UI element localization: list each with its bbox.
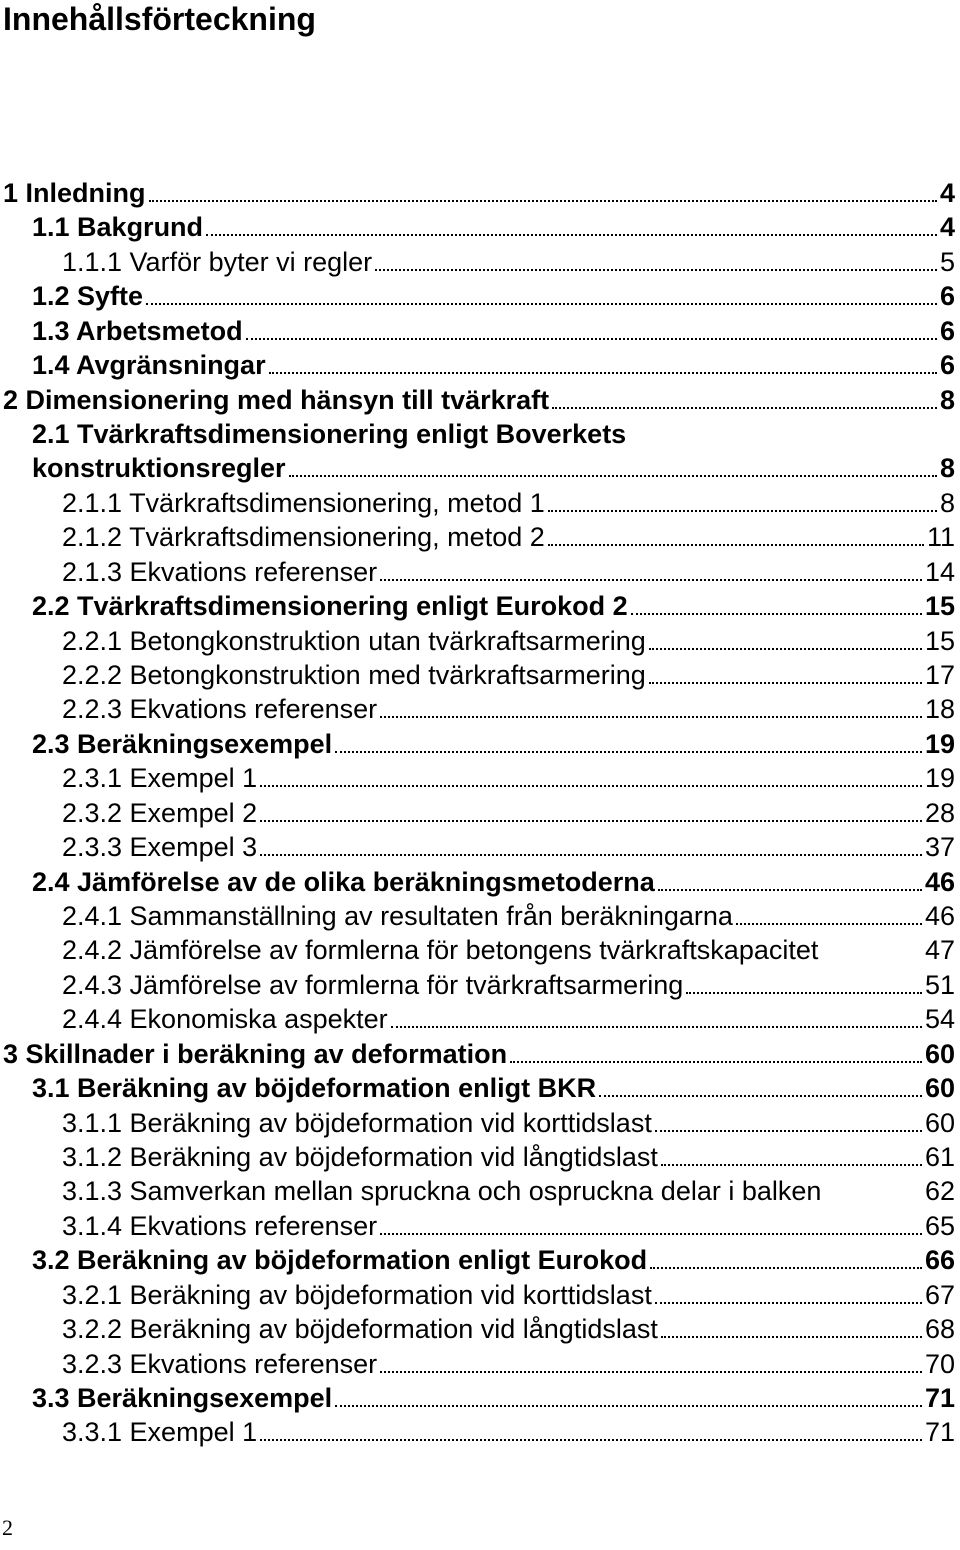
toc-entry[interactable] xyxy=(62,1106,955,1140)
toc-entry-title: 2.4.3 Jämförelse av formlerna för tvärkraftsarmering xyxy=(62,969,684,1000)
toc-entry[interactable] xyxy=(32,727,955,761)
dot-leader xyxy=(391,1026,922,1028)
toc-entry-title: 2.3 Beräkningsexempel xyxy=(32,728,333,759)
toc-entry-page: 6 xyxy=(939,350,955,381)
toc-entry-title: 3.3 Beräkningsexempel xyxy=(32,1383,333,1414)
toc-entry[interactable] xyxy=(62,658,955,692)
toc-entry-page: 68 xyxy=(924,1314,955,1345)
dot-leader xyxy=(149,200,937,202)
toc-entry-title: 2.2.3 Ekvations referenser xyxy=(62,694,378,725)
dot-leader xyxy=(649,682,922,684)
dot-leader xyxy=(661,1164,922,1166)
toc-entry[interactable] xyxy=(62,761,955,795)
toc-entry-title[interactable]: 2.1 Tvärkraftsdimensionering enligt Boverkets xyxy=(32,419,627,449)
toc-entry-title: 2 Dimensionering med hänsyn till tvärkraft xyxy=(3,384,550,415)
toc-entry-page: 37 xyxy=(924,832,955,863)
toc-entry[interactable] xyxy=(62,1209,955,1243)
toc-entry-page: 51 xyxy=(924,969,955,1000)
toc-entry[interactable] xyxy=(62,1278,955,1312)
dot-leader xyxy=(375,269,937,271)
toc-entry[interactable] xyxy=(62,1347,955,1381)
toc-entry-title: 2.3.1 Exempel 1 xyxy=(62,763,258,794)
toc-entry-page: 66 xyxy=(924,1245,955,1276)
dot-leader xyxy=(335,1405,922,1407)
dot-leader xyxy=(246,338,937,340)
toc-entry-title: 2.1.3 Ekvations referenser xyxy=(62,556,378,587)
toc-entry[interactable] xyxy=(62,486,955,520)
dot-leader xyxy=(260,1439,922,1441)
toc-entry[interactable] xyxy=(62,245,955,279)
toc-entry-page: 67 xyxy=(924,1279,955,1310)
dot-leader xyxy=(548,544,924,546)
dot-leader xyxy=(335,751,922,753)
toc-entry-title: 3.1.3 Samverkan mellan spruckna och ospruckna delar i balken xyxy=(62,1176,822,1207)
dot-leader xyxy=(686,992,922,994)
toc-entry-title: 2.3.2 Exempel 2 xyxy=(62,797,258,828)
toc-entry-page: 71 xyxy=(924,1383,955,1414)
toc-entry[interactable] xyxy=(62,555,955,589)
toc-entry-title: 2.1.2 Tvärkraftsdimensionering, metod 2 xyxy=(62,522,545,553)
toc-entry-page: 4 xyxy=(939,178,955,208)
toc-entry[interactable] xyxy=(62,1312,955,1346)
toc-entry-page: 60 xyxy=(924,1107,955,1138)
dot-leader xyxy=(599,1095,922,1097)
toc-entry-page: 17 xyxy=(924,660,955,691)
toc-entry-page: 14 xyxy=(924,556,955,587)
toc-entry-title: 3.2.2 Beräkning av böjdeformation vid långtidslast xyxy=(62,1314,658,1345)
toc-entry-title: 2.3.3 Exempel 3 xyxy=(62,832,258,863)
toc-entry[interactable] xyxy=(62,520,955,554)
toc-entry-page: 18 xyxy=(924,694,955,725)
toc-entry-page: 15 xyxy=(924,625,955,656)
dot-leader xyxy=(655,1302,922,1304)
toc-entry-page: 19 xyxy=(924,728,955,759)
toc-entry-title: 3.1.2 Beräkning av böjdeformation vid långtidslast xyxy=(62,1142,658,1173)
toc-entry[interactable] xyxy=(62,933,955,967)
dot-leader xyxy=(658,889,922,891)
dot-leader xyxy=(380,579,922,581)
toc-entry-title: 2.4.4 Ekonomiska aspekter xyxy=(62,1004,388,1035)
page-number: 2 xyxy=(2,1515,13,1540)
toc-entry-title: 2.4.1 Sammanställning av resultaten från beräkningarna xyxy=(62,901,733,932)
toc-entry-page: 46 xyxy=(924,866,955,897)
toc-entry-title: 2.4.2 Jämförelse av formlerna för betongens tvärkraftskapacitet xyxy=(62,935,819,966)
toc-entry-page: 60 xyxy=(924,1038,955,1069)
dot-leader xyxy=(736,923,922,925)
toc-entry[interactable] xyxy=(62,899,955,933)
dot-leader xyxy=(289,475,937,477)
dot-leader xyxy=(380,1371,922,1373)
toc-entry-title: 2.2 Tvärkraftsdimensionering enligt Eurokod 2 xyxy=(32,591,628,622)
toc-entry-page: 8 xyxy=(939,384,955,415)
toc-entry[interactable] xyxy=(32,1071,955,1105)
toc-entry-title-continuation: konstruktionsregler xyxy=(32,453,286,484)
toc-entry-page: 6 xyxy=(939,315,955,346)
toc-entry-title: 3.2.3 Ekvations referenser xyxy=(62,1348,378,1379)
toc-entry-page: 46 xyxy=(924,901,955,932)
toc-entry[interactable] xyxy=(32,348,955,382)
toc-entry-page: 70 xyxy=(924,1348,955,1379)
dot-leader xyxy=(631,613,922,615)
dot-leader xyxy=(649,648,922,650)
toc-entry-page: 8 xyxy=(939,453,955,484)
toc-entry-title: 3.2.1 Beräkning av böjdeformation vid korttidslast xyxy=(62,1279,652,1310)
toc-entry-title: 1.3 Arbetsmetod xyxy=(32,315,243,346)
toc-entry-title: 3.3.1 Exempel 1 xyxy=(62,1417,258,1448)
toc-entry-title: 2.1.1 Tvärkraftsdimensionering, metod 1 xyxy=(62,487,545,518)
toc-entry-title: 1.4 Avgränsningar xyxy=(32,350,266,381)
toc-entry-title: 2.2.2 Betongkonstruktion med tvärkraftsarmering xyxy=(62,660,646,691)
toc-entry-page: 4 xyxy=(939,212,955,243)
toc-entry-page: 65 xyxy=(924,1210,955,1241)
toc-entry[interactable] xyxy=(62,624,955,658)
dot-leader xyxy=(269,372,937,374)
toc-entry-title: 1.2 Syfte xyxy=(32,281,144,312)
toc-entry[interactable] xyxy=(62,1174,955,1208)
dot-leader xyxy=(380,1233,922,1235)
toc-entry[interactable] xyxy=(3,176,955,210)
dot-leader xyxy=(510,1061,922,1063)
toc-entry[interactable] xyxy=(62,796,955,830)
toc-entry[interactable] xyxy=(62,1415,955,1449)
toc-entry-title: 3 Skillnader i beräkning av deformation xyxy=(3,1038,508,1069)
toc-entry[interactable] xyxy=(3,383,955,417)
table-of-contents xyxy=(0,176,960,1506)
toc-entry[interactable] xyxy=(32,279,955,313)
dot-leader xyxy=(552,407,937,409)
toc-entry[interactable] xyxy=(62,692,955,726)
toc-entry-title: 3.1.1 Beräkning av böjdeformation vid korttidslast xyxy=(62,1107,652,1138)
toc-entry-page: 60 xyxy=(924,1073,955,1104)
toc-entry[interactable] xyxy=(32,1243,955,1277)
dot-leader xyxy=(260,854,922,856)
toc-entry-title: 3.1.4 Ekvations referenser xyxy=(62,1210,378,1241)
dot-leader xyxy=(146,303,937,305)
toc-entry-title: 1 Inledning xyxy=(3,178,146,208)
toc-entry[interactable] xyxy=(32,865,955,899)
dot-leader xyxy=(206,234,937,236)
toc-entry-page: 11 xyxy=(926,522,955,553)
toc-entry-page: 62 xyxy=(924,1176,955,1207)
toc-entry[interactable] xyxy=(62,1140,955,1174)
toc-entry[interactable] xyxy=(62,1002,955,1036)
toc-entry-page: 6 xyxy=(939,281,955,312)
dot-leader xyxy=(650,1267,922,1269)
toc-entry-page: 19 xyxy=(924,763,955,794)
toc-entry-title: 1.1.1 Varför byter vi regler xyxy=(62,246,373,277)
toc-entry[interactable] xyxy=(62,830,955,864)
dot-leader xyxy=(655,1130,922,1132)
toc-entry-title: 2.4 Jämförelse av de olika beräkningsmetoderna xyxy=(32,866,655,897)
toc-entry-page: 28 xyxy=(924,797,955,828)
toc-entry-title: 2.2.1 Betongkonstruktion utan tvärkraftsarmering xyxy=(62,625,646,656)
toc-entry-page: 15 xyxy=(924,591,955,622)
toc-entry[interactable] xyxy=(32,451,955,485)
toc-entry-page: 71 xyxy=(924,1417,955,1448)
toc-entry-title: 1.1 Bakgrund xyxy=(32,212,204,243)
toc-entry-title: 3.1 Beräkning av böjdeformation enligt BKR xyxy=(32,1073,597,1104)
dot-leader xyxy=(548,510,937,512)
toc-entry[interactable] xyxy=(32,210,955,244)
toc-entry[interactable] xyxy=(32,589,955,623)
toc-entry-title: 3.2 Beräkning av böjdeformation enligt Eurokod xyxy=(32,1245,648,1276)
toc-entry-page: 54 xyxy=(924,1004,955,1035)
page-title: Innehållsförteckning xyxy=(3,1,316,37)
dot-leader xyxy=(260,785,922,787)
toc-entry-page: 8 xyxy=(939,487,955,518)
toc-entry[interactable] xyxy=(32,314,955,348)
dot-leader xyxy=(260,820,922,822)
toc-entry-page: 61 xyxy=(924,1142,955,1173)
toc-entry[interactable] xyxy=(62,968,955,1002)
toc-entry[interactable] xyxy=(32,1381,955,1415)
toc-entry[interactable] xyxy=(3,1037,955,1071)
dot-leader xyxy=(661,1336,922,1338)
toc-entry-page: 5 xyxy=(939,246,955,277)
dot-leader xyxy=(380,716,922,718)
toc-entry-page: 47 xyxy=(924,935,955,966)
